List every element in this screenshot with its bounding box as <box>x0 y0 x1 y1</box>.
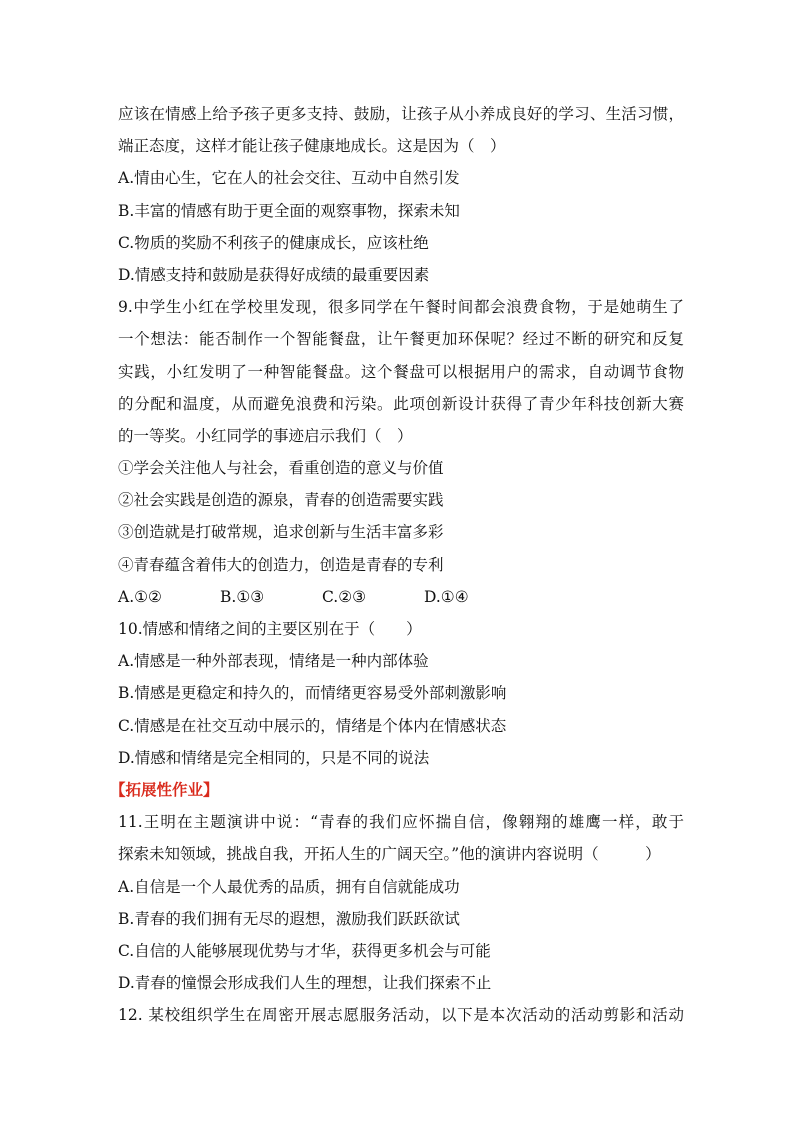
q10-option-c: C.情感是在社交互动中展示的，情绪是个体内在情感状态 <box>118 716 507 735</box>
q11-option-b: B.青春的我们拥有无尽的遐想，激励我们跃跃欲试 <box>118 909 460 928</box>
document-page <box>110 98 684 1031</box>
q11-stem-line-2: 探索未知领域，挑战自我，开拓人生的广阔天空。”他的演讲内容说明（ ） <box>118 845 661 864</box>
q9-statement-1: ①学会关注他人与社会，看重创造的意义与价值 <box>118 459 444 478</box>
q9-stem-line-4: 的分配和温度，从而避免浪费和污染。此项创新设计获得了青少年科技创新大赛 <box>118 394 684 413</box>
q8-stem-line-1: 应该在情感上给予孩子更多支持、鼓励，让孩子从小养成良好的学习、生活习惯， <box>118 105 684 123</box>
q9-stem-line-3: 实践，小红发明了一种智能餐盘。这个餐盘可以根据用户的需求，自动调节食物 <box>118 362 684 381</box>
q9-option-d: D.①④ <box>424 587 469 606</box>
q11-option-a: A.自信是一个人最优秀的品质，拥有自信就能成功 <box>118 877 460 896</box>
q9-option-c: C.②③ <box>322 587 367 606</box>
q11-option-d: D.青春的憧憬会形成我们人生的理想，让我们探索不止 <box>118 974 492 993</box>
section-title-extended-homework: 【拓展性作业】 <box>110 780 219 799</box>
q9-statement-3: ③创造就是打破常规，追求创新与生活丰富多彩 <box>118 523 444 542</box>
q9-stem-line-2: 一个想法：能否制作一个智能餐盘，让午餐更加环保呢？经过不断的研究和反复 <box>118 330 684 349</box>
q8-option-b: B.丰富的情感有助于更全面的观察事物，探索未知 <box>118 201 460 220</box>
q10-option-b: B.情感是更稳定和持久的，而情绪更容易受外部刺激影响 <box>118 684 507 703</box>
q10-stem: 10.情感和情绪之间的主要区别在于（ ） <box>118 620 422 638</box>
q10-option-a: A.情感是一种外部表现，情绪是一种内部体验 <box>118 652 429 671</box>
q9-option-b: B.①③ <box>220 587 265 606</box>
q9-option-a: A.①② <box>118 587 162 606</box>
q9-statement-4: ④青春蕴含着伟大的创造力，创造是青春的专利 <box>118 555 444 574</box>
q12-stem: 12. 某校组织学生在周密开展志愿服务活动，以下是本次活动的活动剪影和活动 <box>118 1006 684 1025</box>
q9-statement-2: ②社会实践是创造的源泉，青春的创造需要实践 <box>118 491 444 510</box>
q8-stem-line-2: 端正态度，这样才能让孩子健康地成长。这是因为（ ） <box>118 137 506 156</box>
q8-option-a: A.情由心生，它在人的社会交往、互动中自然引发 <box>118 169 460 188</box>
q11-stem-line-1: 11.王明在主题演讲中说：“青春的我们应怀揣自信，像翱翔的雄鹰一样，敢于 <box>118 813 684 832</box>
q9-options-row <box>118 581 684 613</box>
q11-option-c: C.自信的人能够展现优势与才华，获得更多机会与可能 <box>118 941 491 960</box>
q9-stem-line-1: 9.中学生小红在学校里发现，很多同学在午餐时间都会浪费食物，于是她萌生了 <box>118 298 684 317</box>
q9-stem-line-5: 的一等奖。小红同学的事迹启示我们（ ） <box>118 426 413 445</box>
q8-option-c: C.物质的奖励不利孩子的健康成长，应该杜绝 <box>118 233 429 252</box>
q10-option-d: D.情感和情绪是完全相同的，只是不同的说法 <box>118 748 430 767</box>
q8-option-d: D.情感支持和鼓励是获得好成绩的最重要因素 <box>118 265 430 284</box>
